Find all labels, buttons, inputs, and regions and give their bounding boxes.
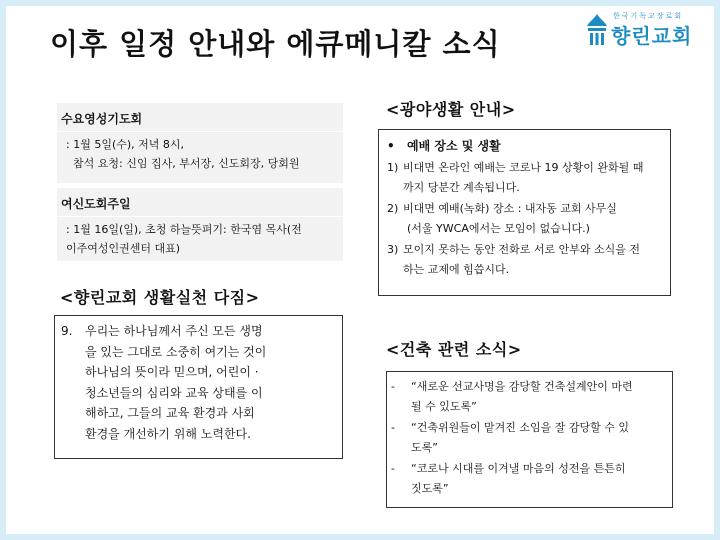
prayer-meeting-attendees: 참석 요청: 신임 집사, 부서장, 신도회장, 당회원 [73,157,300,170]
women-sunday-date: : 1월 16일(일), 초청 하늘뜻펴기: 한국염 목사(전 [66,223,302,236]
item-number: 1) [387,161,399,174]
pledge-line: 청소년들의 심리와 교육 상태를 이 [85,385,263,400]
church-logo [583,8,708,52]
wilderness-heading: <광야생활 안내> [386,100,516,119]
pledge-line: 우리는 하나님께서 주신 모든 생명 [85,324,263,338]
list-item [387,199,664,239]
item-line: 하는 교제에 힘씁시다. [403,263,510,276]
item-line: “코로나 시대를 이겨낼 마음의 성전을 튼튼히 [411,462,626,475]
church-emblem-icon [585,12,609,48]
bullet-icon: • [387,139,395,153]
pledge-line: 환경을 개선하기 위해 노력한다. [85,426,251,441]
pledge-line: 을 있는 그대로 소중히 여기는 것이 [85,344,267,359]
worship-title-text: 예배 장소 및 생활 [407,139,501,153]
pledge-line: 해하고, 그들의 교육 환경과 사회 [85,406,255,420]
item-line: 모이지 못하는 동안 전화로 서로 안부와 소식을 전 [403,243,640,256]
pledge-line: 하나님의 뜻이라 믿으며, 어린이 · [85,365,259,379]
prayer-meeting-heading: 수요영성기도회 [57,103,343,132]
worship-bullet-title [387,137,664,154]
list-item [391,459,666,499]
list-item [387,240,664,280]
logo-denomination: 한국기독교장로회 [613,12,684,20]
prayer-meeting-panel [57,103,343,183]
list-item [391,418,666,458]
dash-marker: - [391,380,395,393]
item-number: 2) [387,202,399,215]
dash-marker: - [391,421,395,434]
list-item [391,377,666,417]
women-sunday-heading: 여신도회주일 [57,188,343,217]
women-sunday-panel [57,188,343,261]
item-line: (서울 YWCA에서는 모임이 없습니다.) [407,222,590,235]
item-line: “건축위원들이 맡겨진 소임을 잘 감당할 수 있 [411,421,629,434]
dash-marker: - [391,462,395,475]
pledge-number: 9. [61,324,73,338]
item-line: “새로운 선교사명을 감당할 건축설계안이 마련 [411,380,633,393]
item-number: 3) [387,243,399,256]
building-panel [386,371,673,508]
item-line: 비대면 예배(녹화) 장소 : 내자동 교회 사무실 [403,202,617,215]
pledge-panel [54,315,343,459]
wilderness-panel [378,129,671,296]
building-heading: <건축 관련 소식> [386,340,522,359]
page-title: 이후 일정 안내와 에큐메니칼 소식 [50,27,501,61]
item-line: 될 수 있도록” [411,400,477,413]
pledge-heading: <향린교회 생활실천 다짐> [60,288,260,307]
list-item [387,158,664,198]
item-line: 비대면 온라인 예배는 코로나 19 상황이 완화될 때 [403,161,644,174]
women-sunday-speaker: 이주여성인권센터 대표) [66,242,181,255]
item-line: 짓도록” [411,482,449,495]
logo-church-name: 향린교회 [611,24,693,48]
item-line: 도록” [411,441,438,454]
item-line: 까지 당분간 계속됩니다. [403,181,520,194]
prayer-meeting-date: : 1월 5일(수), 저녁 8시, [66,138,185,151]
